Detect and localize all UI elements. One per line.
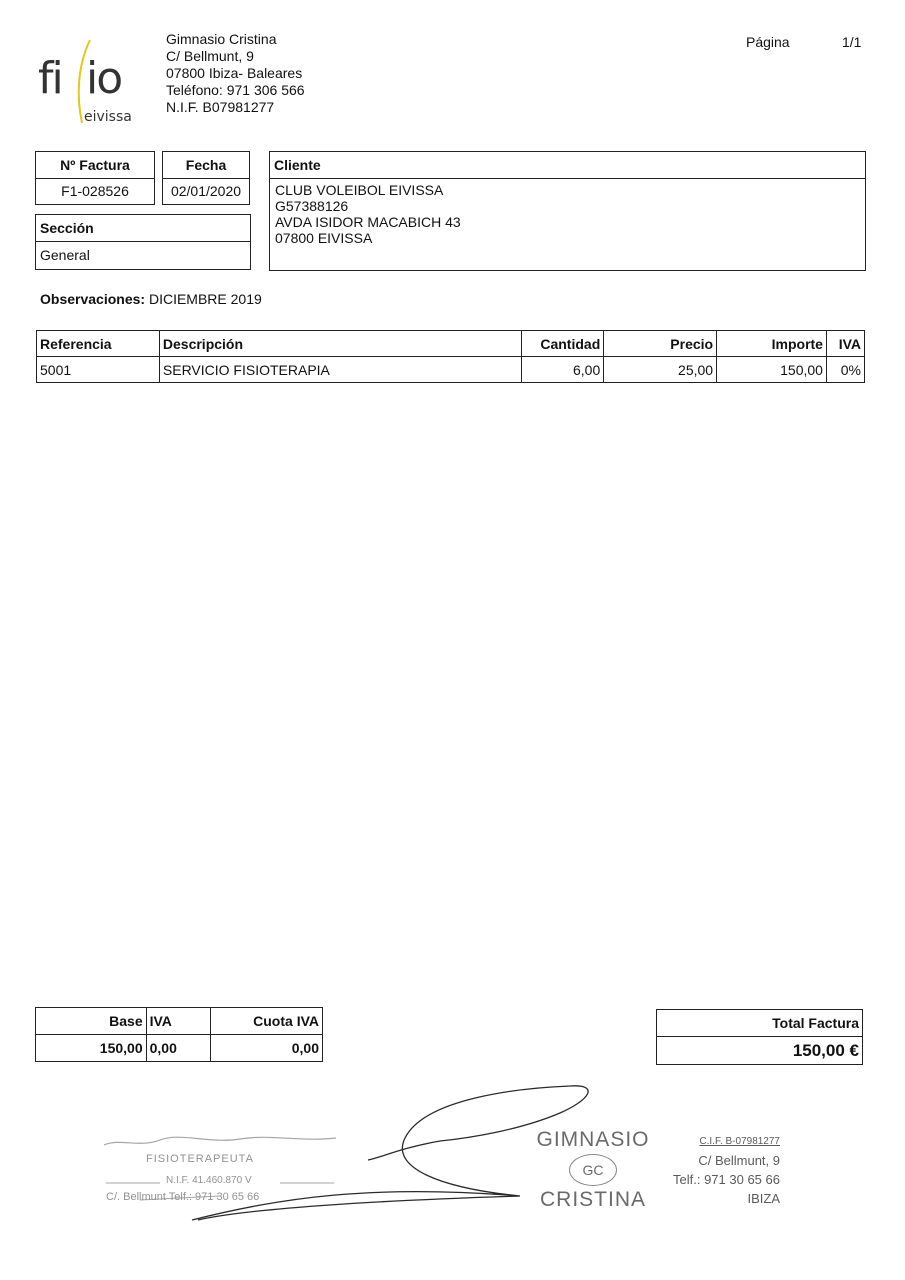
col-header-quantity: Cantidad [522, 331, 604, 357]
total-value: 150,00 € [792, 1041, 859, 1060]
observations-value: DICIEMBRE 2019 [148, 291, 262, 307]
item-quantity: 6,00 [522, 357, 604, 383]
stamp-mid-bottom: CRISTINA [539, 1188, 646, 1211]
invoice-date-box [162, 151, 250, 205]
col-header-description: Descripción [159, 331, 521, 357]
client-label: Cliente [270, 152, 865, 179]
svg-text:fi: fi [38, 53, 62, 104]
invoice-total-box [656, 1009, 863, 1065]
company-address: C/ Bellmunt, 9 [166, 48, 254, 64]
items-header-row [37, 331, 865, 357]
client-box [269, 151, 866, 271]
company-name: Gimnasio Cristina [166, 31, 277, 47]
invoice-date-label: Fecha [163, 152, 249, 179]
svg-text:io: io [86, 53, 122, 104]
stamp-mid-top: GIMNASIO [536, 1128, 650, 1151]
company-city: 07800 Ibiza- Baleares [166, 65, 303, 81]
client-address: AVDA ISIDOR MACABICH 43 [275, 214, 461, 230]
vat-summary-table [35, 1007, 323, 1062]
observations [40, 291, 262, 307]
stamp-mid-emblem: GC [569, 1154, 617, 1186]
stamp-left-nif: N.I.F. 41.460.870 V [166, 1175, 252, 1186]
item-reference: 5001 [37, 357, 160, 383]
col-header-price: Precio [604, 331, 717, 357]
company-phone: Teléfono: 971 306 566 [166, 82, 305, 98]
svg-text:eivissa: eivissa [84, 109, 132, 125]
item-price: 25,00 [604, 357, 717, 383]
page-number: 1/1 [842, 34, 862, 50]
total-label: Total Factura [657, 1010, 862, 1037]
company-nif: N.I.F. B07981277 [166, 99, 275, 115]
client-name: CLUB VOLEIBOL EIVISSA [275, 182, 444, 198]
item-amount: 150,00 [717, 357, 827, 383]
page-label: Página [746, 34, 790, 50]
invoice-number-box [35, 151, 155, 205]
gym-stamp [528, 1128, 658, 1223]
section-label: Sección [36, 215, 250, 242]
stamp-right-cif: C.I.F. B-07981277 [699, 1136, 780, 1147]
stamp-right-address: C/ Bellmunt, 9 [698, 1153, 780, 1168]
item-vat: 0% [826, 357, 864, 383]
section-value: General [40, 247, 90, 263]
invoice-number-label: Nº Factura [36, 152, 154, 179]
observations-label: Observaciones: [40, 291, 146, 307]
col-header-reference: Referencia [37, 331, 160, 357]
items-table [36, 330, 865, 383]
client-cif: G57388126 [275, 198, 349, 214]
stamp-left-title: FISIOTERAPEUTA [146, 1153, 254, 1165]
company-stamp [660, 1132, 780, 1208]
base-label: Base [36, 1008, 147, 1035]
col-header-amount: Importe [717, 331, 827, 357]
invoice-number: F1-028526 [61, 183, 129, 199]
client-city: 07800 EIVISSA [275, 230, 373, 246]
table-row [37, 357, 865, 383]
company-info [166, 31, 305, 116]
vat-value: 0,00 [146, 1035, 211, 1062]
col-header-vat: IVA [826, 331, 864, 357]
invoice-date: 02/01/2020 [170, 183, 242, 199]
vat-amount-label: Cuota IVA [211, 1008, 323, 1035]
stamp-right-city: IBIZA [747, 1191, 780, 1206]
base-value: 150,00 [36, 1035, 147, 1062]
stamp-right-phone: Telf.: 971 30 65 66 [673, 1172, 780, 1187]
section-box [35, 214, 251, 270]
company-logo [38, 35, 138, 125]
vat-amount-value: 0,00 [211, 1035, 323, 1062]
stamp-left-address: C/. Bellmunt Telf.: 971 30 65 66 [106, 1191, 260, 1203]
vat-label: IVA [146, 1008, 211, 1035]
item-description: SERVICIO FISIOTERAPIA [159, 357, 521, 383]
